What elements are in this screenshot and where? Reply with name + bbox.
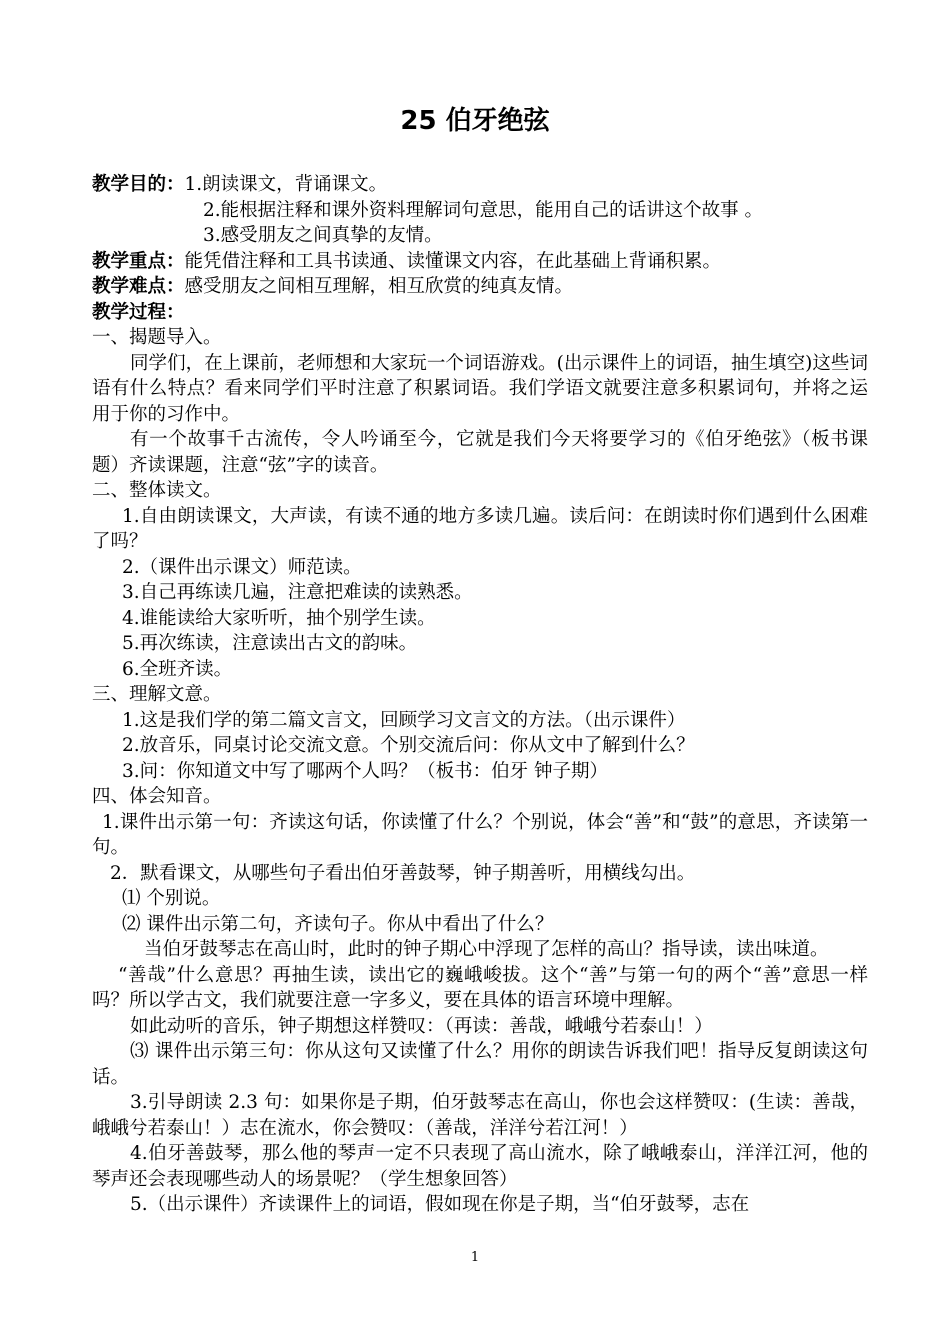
key-points-row [92,249,868,275]
section-heading: 四、体会知音。 [92,786,222,807]
list-item: 3.自己再练读几遍，注意把难读的读熟悉。 [122,582,473,603]
list-item: 2.（课件出示课文）师范读。 [122,556,362,578]
list-item: 4.谁能读给大家听听，抽个别学生读。 [122,607,436,629]
paragraph: 2．默看课文，从哪些句子看出伯牙善鼓琴，钟子期善听，用横线勾出。 [110,862,696,884]
page-number: 1 [470,1250,480,1265]
list-item: 3.问：你知道文中写了哪两个人吗？（板书：伯牙 钟子期） [122,760,609,782]
list-item: 1.这是我们学的第二篇文言文，回顾学习文言文的方法。（出示课件） [122,709,686,731]
document-title: 25 伯牙绝弦 [400,106,550,136]
goals-row [92,172,868,198]
paragraph: 同学们，在上课前，老师想和大家玩一个词语游戏。(出示课件上的词语，抽生填空)这些词语有什么特点？看来同学们平时注意了积累词语。我们学语文就要注意多积累词句，并将之运用于你的习作中。 [92,352,868,425]
paragraph: 3.引导朗读 2.3 句：如果你是子期，伯牙鼓琴志在高山，你也会这样赞叹：(生读：善哉，峨峨兮若泰山！）志在流水，你会赞叹：（善哉，洋洋兮若江河！） [92,1092,868,1139]
goals-label: 教学目的： [92,174,185,195]
paragraph: 当伯牙鼓琴志在高山时，此时的钟子期心中浮现了怎样的高山？指导读，读出味道。 [144,939,829,960]
section-heading: 三、理解文意。 [92,684,222,705]
list-item: 5.再次练读，注意读出古文的韵味。 [122,633,418,654]
difficulties-label: 教学难点： [92,276,185,297]
paragraph: 有一个故事千古流传，令人吟诵至今，它就是我们今天将要学习的《伯牙绝弦》（板书课题）齐读课题，注意“弦”字的读音。 [92,429,868,476]
paragraph: ⑵ 课件出示第二句，齐读句子。你从中看出了什么？ [122,913,554,935]
goal-item: 2.能根据注释和课外资料理解词句意思，能用自己的话讲这个故事 。 [203,199,764,221]
document-body [92,172,868,1218]
paragraph: 4.伯牙善鼓琴，那么他的琴声一定不只表现了高山流水，除了峨峨泰山，洋洋江河，他的琴声还会表现哪些动人的场景呢？（学生想象回答） [92,1143,868,1190]
goal-item: 1.朗读课文，背诵课文。 [184,174,388,195]
list-item: 2.放音乐，同桌讨论交流文意。个别交流后问：你从文中了解到什么？ [122,735,695,756]
section-heading: 一、揭题导入。 [92,327,222,348]
difficulties-row [92,274,868,300]
difficulties-text: 感受朋友之间相互理解，相互欣赏的纯真友情。 [184,276,574,297]
list-item: 1.自由朗读课文，大声读，有读不通的地方多读几遍。读后问：在朗读时你们遇到什么困难了吗？ [92,505,868,552]
paragraph: 如此动听的音乐，钟子期想这样赞叹：（再读：善哉，峨峨兮若泰山！） [130,1015,713,1037]
process-label: 教学过程： [92,301,185,323]
key-points-label: 教学重点： [92,250,185,272]
goal-item: 3.感受朋友之间真挚的友情。 [203,225,443,246]
section-heading: 二、整体读文。 [92,480,222,501]
paragraph: ⑴ 个别说。 [122,888,221,909]
key-points-text: 能凭借注释和工具书读通、读懂课文内容，在此基础上背诵积累。 [184,250,722,272]
paragraph: “善哉”什么意思？再抽生读，读出它的巍峨峻拔。这个“善”与第一句的两个“善”意思一样吗？所以学古文，我们就要注意一字多义，要在具体的语言环境中理解。 [92,964,868,1011]
paragraph: 5.（出示课件）齐读课件上的词语，假如现在你是子期，当“伯牙鼓琴，志在 [130,1194,750,1215]
list-item: 6.全班齐读。 [122,658,233,680]
paragraph: ⑶ 课件出示第三句：你从这句又读懂了什么？用你的朗读告诉我们吧！指导反复朗读这句话。 [92,1041,868,1088]
paragraph: 1.课件出示第一句：齐读这句话，你读懂了什么？个别说，体会“善”和“鼓”的意思，齐读第一句。 [92,811,868,858]
